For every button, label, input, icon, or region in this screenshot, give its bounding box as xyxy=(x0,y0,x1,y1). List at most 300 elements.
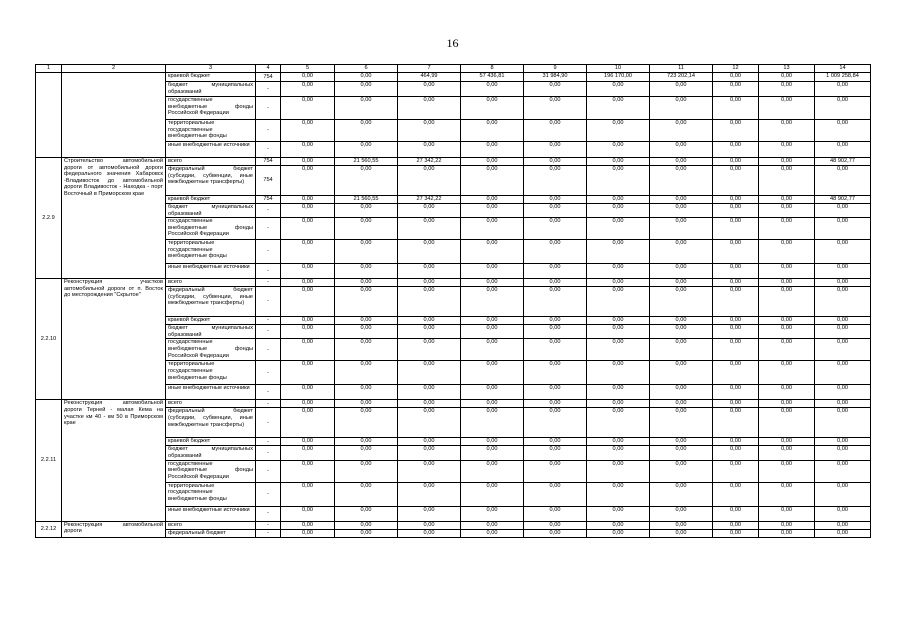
amount-cell: 0,00 xyxy=(398,460,461,482)
amount-cell: 0,00 xyxy=(281,166,335,196)
amount-cell: 0,00 xyxy=(713,279,759,287)
amount-cell: 0,00 xyxy=(815,264,871,279)
amount-cell: 0,00 xyxy=(461,438,524,446)
amount-cell: 0,00 xyxy=(650,279,713,287)
amount-cell: 0,00 xyxy=(650,460,713,482)
amount-cell: 0,00 xyxy=(713,361,759,385)
amount-cell: 0,00 xyxy=(524,196,587,204)
amount-cell: 0,00 xyxy=(650,438,713,446)
amount-cell: 0,00 xyxy=(759,325,815,339)
amount-cell: 0,00 xyxy=(713,142,759,158)
amount-cell: 0,00 xyxy=(587,361,650,385)
amount-cell: 0,00 xyxy=(461,361,524,385)
amount-cell: 0,00 xyxy=(335,120,398,142)
amount-cell: 0,00 xyxy=(587,400,650,408)
amount-cell: 0,00 xyxy=(281,82,335,97)
amount-cell: 0,00 xyxy=(713,120,759,142)
amount-cell: 0,00 xyxy=(713,218,759,240)
funding-source-cell: федеральный бюджет xyxy=(166,529,256,537)
funding-source-cell: государственные внебюджетные фонды Российской Федерации xyxy=(166,339,256,361)
responsible-code-cell: - xyxy=(256,82,281,97)
amount-cell: 0,00 xyxy=(335,279,398,287)
amount-cell: 0,00 xyxy=(398,385,461,400)
amount-cell: 0,00 xyxy=(398,482,461,506)
amount-cell: 0,00 xyxy=(815,482,871,506)
column-number-row xyxy=(36,65,871,73)
amount-cell: 0,00 xyxy=(815,408,871,438)
amount-cell: 0,00 xyxy=(650,97,713,120)
amount-cell: 0,00 xyxy=(713,325,759,339)
amount-cell: 0,00 xyxy=(759,521,815,529)
responsible-code-cell: - xyxy=(256,339,281,361)
amount-cell: 723 202,14 xyxy=(650,73,713,82)
column-number-cell: 6 xyxy=(335,65,398,73)
amount-cell: 0,00 xyxy=(815,529,871,537)
amount-cell: 0,00 xyxy=(759,482,815,506)
amount-cell: 0,00 xyxy=(281,204,335,218)
amount-cell: 1 009 258,84 xyxy=(815,73,871,82)
amount-cell: 0,00 xyxy=(713,264,759,279)
amount-cell: 0,00 xyxy=(713,521,759,529)
amount-cell: 0,00 xyxy=(335,218,398,240)
amount-cell: 0,00 xyxy=(650,317,713,325)
amount-cell: 0,00 xyxy=(759,438,815,446)
amount-cell: 0,00 xyxy=(815,142,871,158)
funding-source-cell: иные внебюджетные источники xyxy=(166,264,256,279)
amount-cell: 0,00 xyxy=(398,325,461,339)
amount-cell: 0,00 xyxy=(335,339,398,361)
amount-cell: 0,00 xyxy=(398,120,461,142)
amount-cell: 0,00 xyxy=(759,279,815,287)
amount-cell: 0,00 xyxy=(524,204,587,218)
amount-cell: 0,00 xyxy=(713,529,759,537)
responsible-code-cell: - xyxy=(256,287,281,317)
funding-source-cell: территориальные государственные внебюджетные фонды xyxy=(166,120,256,142)
amount-cell: 0,00 xyxy=(335,400,398,408)
responsible-code-cell: - xyxy=(256,506,281,521)
amount-cell: 0,00 xyxy=(650,400,713,408)
amount-cell: 0,00 xyxy=(524,325,587,339)
amount-cell: 0,00 xyxy=(587,521,650,529)
amount-cell: 0,00 xyxy=(587,82,650,97)
item-code-cell: 2.2.9 xyxy=(36,158,62,279)
amount-cell: 0,00 xyxy=(587,460,650,482)
amount-cell: 0,00 xyxy=(524,482,587,506)
amount-cell: 0,00 xyxy=(587,287,650,317)
amount-cell: 0,00 xyxy=(650,142,713,158)
amount-cell: 0,00 xyxy=(461,521,524,529)
amount-cell: 0,00 xyxy=(713,438,759,446)
amount-cell: 0,00 xyxy=(524,264,587,279)
funding-source-cell: территориальные государственные внебюджетные фонды xyxy=(166,240,256,264)
amount-cell: 0,00 xyxy=(461,142,524,158)
amount-cell: 0,00 xyxy=(461,339,524,361)
amount-cell: 0,00 xyxy=(524,166,587,196)
amount-cell: 0,00 xyxy=(398,339,461,361)
amount-cell: 0,00 xyxy=(650,339,713,361)
amount-cell: 0,00 xyxy=(398,506,461,521)
amount-cell: 0,00 xyxy=(398,166,461,196)
amount-cell: 0,00 xyxy=(461,325,524,339)
amount-cell: 0,00 xyxy=(713,204,759,218)
amount-cell: 0,00 xyxy=(587,482,650,506)
amount-cell: 0,00 xyxy=(398,408,461,438)
responsible-code-cell: - xyxy=(256,460,281,482)
amount-cell: 0,00 xyxy=(815,339,871,361)
amount-cell: 0,00 xyxy=(461,287,524,317)
amount-cell: 0,00 xyxy=(587,204,650,218)
amount-cell: 0,00 xyxy=(281,521,335,529)
amount-cell: 0,00 xyxy=(650,264,713,279)
amount-cell: 0,00 xyxy=(398,97,461,120)
amount-cell: 0,00 xyxy=(650,287,713,317)
amount-cell: 0,00 xyxy=(650,120,713,142)
amount-cell: 0,00 xyxy=(815,120,871,142)
amount-cell: 0,00 xyxy=(335,97,398,120)
amount-cell: 0,00 xyxy=(335,264,398,279)
amount-cell: 0,00 xyxy=(461,158,524,166)
amount-cell: 0,00 xyxy=(815,218,871,240)
column-number-cell: 4 xyxy=(256,65,281,73)
amount-cell: 0,00 xyxy=(524,82,587,97)
amount-cell: 0,00 xyxy=(524,385,587,400)
amount-cell: 0,00 xyxy=(815,82,871,97)
amount-cell: 0,00 xyxy=(713,166,759,196)
amount-cell: 0,00 xyxy=(398,446,461,460)
amount-cell: 0,00 xyxy=(713,460,759,482)
amount-cell: 0,00 xyxy=(759,408,815,438)
amount-cell: 0,00 xyxy=(815,438,871,446)
amount-cell: 0,00 xyxy=(587,506,650,521)
amount-cell: 0,00 xyxy=(524,218,587,240)
column-number-cell: 2 xyxy=(62,65,166,73)
amount-cell: 0,00 xyxy=(461,385,524,400)
amount-cell: 0,00 xyxy=(281,240,335,264)
amount-cell: 0,00 xyxy=(815,240,871,264)
funding-source-cell: иные внебюджетные источники xyxy=(166,385,256,400)
amount-cell: 0,00 xyxy=(281,97,335,120)
amount-cell: 0,00 xyxy=(281,142,335,158)
responsible-code-cell: - xyxy=(256,529,281,537)
funding-source-cell: государственные внебюджетные фонды Российской Федерации xyxy=(166,460,256,482)
responsible-code-cell: - xyxy=(256,97,281,120)
amount-cell: 0,00 xyxy=(461,97,524,120)
amount-cell: 0,00 xyxy=(587,408,650,438)
amount-cell: 0,00 xyxy=(713,287,759,317)
amount-cell: 0,00 xyxy=(759,73,815,82)
funding-source-cell: краевой бюджет xyxy=(166,317,256,325)
amount-cell: 0,00 xyxy=(650,240,713,264)
amount-cell: 21 560,55 xyxy=(335,196,398,204)
amount-cell: 0,00 xyxy=(524,240,587,264)
funding-source-cell: федеральный бюджет (субсидии, субвенции, иные межбюджетные трансферты) xyxy=(166,408,256,438)
amount-cell: 0,00 xyxy=(815,279,871,287)
amount-cell: 0,00 xyxy=(281,385,335,400)
amount-cell: 0,00 xyxy=(650,521,713,529)
funding-source-cell: федеральный бюджет (субсидии, субвенции, иные межбюджетные трансферты) xyxy=(166,166,256,196)
item-name-cell: Реконструкция автомобильной дороги Терней - малая Кема на участке км 40 - км 50 в Приморском крае xyxy=(62,400,166,521)
column-number-cell: 11 xyxy=(650,65,713,73)
funding-source-cell: территориальные государственные внебюджетные фонды xyxy=(166,482,256,506)
amount-cell: 0,00 xyxy=(587,529,650,537)
amount-cell: 0,00 xyxy=(524,438,587,446)
amount-cell: 0,00 xyxy=(759,446,815,460)
responsible-code-cell: - xyxy=(256,120,281,142)
amount-cell: 0,00 xyxy=(335,240,398,264)
amount-cell: 0,00 xyxy=(650,506,713,521)
amount-cell: 0,00 xyxy=(524,158,587,166)
responsible-code-cell: - xyxy=(256,240,281,264)
responsible-code-cell: - xyxy=(256,408,281,438)
amount-cell: 48 902,77 xyxy=(815,196,871,204)
amount-cell: 0,00 xyxy=(398,82,461,97)
amount-cell: 0,00 xyxy=(461,317,524,325)
amount-cell: 0,00 xyxy=(461,264,524,279)
amount-cell: 0,00 xyxy=(335,166,398,196)
amount-cell: 0,00 xyxy=(650,325,713,339)
amount-cell: 0,00 xyxy=(759,218,815,240)
amount-cell: 0,00 xyxy=(587,158,650,166)
table-row xyxy=(36,521,871,529)
amount-cell: 0,00 xyxy=(281,196,335,204)
amount-cell: 0,00 xyxy=(461,196,524,204)
amount-cell: 0,00 xyxy=(713,482,759,506)
amount-cell: 0,00 xyxy=(759,82,815,97)
amount-cell: 0,00 xyxy=(335,142,398,158)
amount-cell: 0,00 xyxy=(335,361,398,385)
amount-cell: 0,00 xyxy=(759,264,815,279)
amount-cell: 0,00 xyxy=(281,73,335,82)
funding-source-cell: государственные внебюджетные фонды Российской Федерации xyxy=(166,218,256,240)
amount-cell: 0,00 xyxy=(524,529,587,537)
amount-cell: 21 560,55 xyxy=(335,158,398,166)
responsible-code-cell: - xyxy=(256,317,281,325)
column-number-cell: 12 xyxy=(713,65,759,73)
funding-source-cell: всего xyxy=(166,400,256,408)
amount-cell: 0,00 xyxy=(650,158,713,166)
funding-source-cell: государственные внебюджетные фонды Российской Федерации xyxy=(166,97,256,120)
amount-cell: 0,00 xyxy=(759,529,815,537)
amount-cell: 0,00 xyxy=(524,120,587,142)
amount-cell: 0,00 xyxy=(281,317,335,325)
amount-cell: 0,00 xyxy=(335,325,398,339)
item-name-cell: Реконструкция участков автомобильной дороги от п. Восток до месторождения "Скрытое" xyxy=(62,279,166,400)
amount-cell: 0,00 xyxy=(759,240,815,264)
column-number-cell: 9 xyxy=(524,65,587,73)
amount-cell: 0,00 xyxy=(713,400,759,408)
item-code-cell: 2.2.11 xyxy=(36,400,62,521)
amount-cell: 0,00 xyxy=(335,73,398,82)
amount-cell: 0,00 xyxy=(524,506,587,521)
amount-cell: 0,00 xyxy=(587,97,650,120)
responsible-code-cell: - xyxy=(256,218,281,240)
amount-cell: 0,00 xyxy=(587,438,650,446)
amount-cell: 0,00 xyxy=(398,438,461,446)
amount-cell: 0,00 xyxy=(815,506,871,521)
amount-cell: 31 984,90 xyxy=(524,73,587,82)
amount-cell: 0,00 xyxy=(398,204,461,218)
amount-cell: 0,00 xyxy=(398,240,461,264)
amount-cell: 0,00 xyxy=(281,158,335,166)
amount-cell: 0,00 xyxy=(281,400,335,408)
responsible-code-cell: - xyxy=(256,325,281,339)
amount-cell: 0,00 xyxy=(815,97,871,120)
amount-cell: 0,00 xyxy=(335,82,398,97)
amount-cell: 0,00 xyxy=(713,339,759,361)
amount-cell: 0,00 xyxy=(759,158,815,166)
amount-cell: 0,00 xyxy=(759,120,815,142)
amount-cell: 0,00 xyxy=(281,529,335,537)
responsible-code-cell: 754 xyxy=(256,158,281,166)
amount-cell: 0,00 xyxy=(281,460,335,482)
amount-cell: 0,00 xyxy=(815,400,871,408)
amount-cell: 57 436,81 xyxy=(461,73,524,82)
amount-cell: 0,00 xyxy=(713,506,759,521)
item-name-cell: Реконструкция автомобильной дороги xyxy=(62,521,166,537)
responsible-code-cell: - xyxy=(256,446,281,460)
amount-cell: 0,00 xyxy=(587,166,650,196)
amount-cell: 0,00 xyxy=(281,408,335,438)
amount-cell: 0,00 xyxy=(281,264,335,279)
amount-cell: 0,00 xyxy=(587,240,650,264)
amount-cell: 0,00 xyxy=(713,73,759,82)
funding-source-cell: краевой бюджет xyxy=(166,196,256,204)
amount-cell: 0,00 xyxy=(815,460,871,482)
amount-cell: 0,00 xyxy=(461,529,524,537)
amount-cell: 0,00 xyxy=(524,287,587,317)
budget-table xyxy=(35,64,871,538)
amount-cell: 0,00 xyxy=(524,446,587,460)
amount-cell: 0,00 xyxy=(759,204,815,218)
table-body xyxy=(36,65,871,538)
amount-cell: 0,00 xyxy=(650,82,713,97)
column-number-cell: 1 xyxy=(36,65,62,73)
item-code-cell xyxy=(36,73,62,158)
funding-source-cell: бюджет муниципальных образований xyxy=(166,325,256,339)
amount-cell: 0,00 xyxy=(650,166,713,196)
funding-source-cell: всего xyxy=(166,158,256,166)
amount-cell: 0,00 xyxy=(398,279,461,287)
amount-cell: 0,00 xyxy=(524,408,587,438)
column-number-cell: 14 xyxy=(815,65,871,73)
responsible-code-cell: - xyxy=(256,279,281,287)
amount-cell: 0,00 xyxy=(759,385,815,400)
funding-source-cell: иные внебюджетные источники xyxy=(166,506,256,521)
responsible-code-cell: - xyxy=(256,204,281,218)
table-row xyxy=(36,158,871,166)
funding-source-cell: федеральный бюджет (субсидии, субвенции, иные межбюджетные трансферты) xyxy=(166,287,256,317)
amount-cell: 0,00 xyxy=(461,240,524,264)
page-number: 16 xyxy=(446,36,459,50)
amount-cell: 0,00 xyxy=(759,97,815,120)
amount-cell: 0,00 xyxy=(587,218,650,240)
amount-cell: 0,00 xyxy=(524,317,587,325)
amount-cell: 0,00 xyxy=(281,446,335,460)
amount-cell: 196 170,00 xyxy=(587,73,650,82)
amount-cell: 0,00 xyxy=(759,142,815,158)
amount-cell: 0,00 xyxy=(650,482,713,506)
amount-cell: 0,00 xyxy=(650,385,713,400)
amount-cell: 0,00 xyxy=(815,287,871,317)
amount-cell: 0,00 xyxy=(713,446,759,460)
amount-cell: 0,00 xyxy=(587,317,650,325)
table-row xyxy=(36,279,871,287)
amount-cell: 0,00 xyxy=(398,317,461,325)
funding-source-cell: краевой бюджет xyxy=(166,438,256,446)
amount-cell: 0,00 xyxy=(398,361,461,385)
amount-cell: 0,00 xyxy=(398,264,461,279)
amount-cell: 0,00 xyxy=(335,446,398,460)
amount-cell: 0,00 xyxy=(335,482,398,506)
amount-cell: 0,00 xyxy=(815,204,871,218)
amount-cell: 0,00 xyxy=(650,204,713,218)
amount-cell: 0,00 xyxy=(398,142,461,158)
column-number-cell: 13 xyxy=(759,65,815,73)
item-code-cell: 2.2.10 xyxy=(36,279,62,400)
amount-cell: 0,00 xyxy=(759,506,815,521)
amount-cell: 0,00 xyxy=(759,317,815,325)
amount-cell: 48 902,77 xyxy=(815,158,871,166)
amount-cell: 0,00 xyxy=(713,158,759,166)
amount-cell: 0,00 xyxy=(281,339,335,361)
amount-cell: 0,00 xyxy=(759,166,815,196)
amount-cell: 0,00 xyxy=(587,120,650,142)
amount-cell: 0,00 xyxy=(398,529,461,537)
table-row xyxy=(36,73,871,82)
column-number-cell: 10 xyxy=(587,65,650,73)
amount-cell: 0,00 xyxy=(281,506,335,521)
amount-cell: 0,00 xyxy=(713,82,759,97)
amount-cell: 0,00 xyxy=(281,218,335,240)
responsible-code-cell: - xyxy=(256,361,281,385)
amount-cell: 0,00 xyxy=(335,204,398,218)
funding-source-cell: территориальные государственные внебюджетные фонды xyxy=(166,361,256,385)
item-name-cell xyxy=(62,73,166,158)
amount-cell: 0,00 xyxy=(650,529,713,537)
amount-cell: 0,00 xyxy=(713,408,759,438)
amount-cell: 0,00 xyxy=(713,196,759,204)
amount-cell: 0,00 xyxy=(815,317,871,325)
amount-cell: 0,00 xyxy=(713,240,759,264)
amount-cell: 0,00 xyxy=(281,438,335,446)
amount-cell: 0,00 xyxy=(759,361,815,385)
amount-cell: 0,00 xyxy=(524,339,587,361)
responsible-code-cell: - xyxy=(256,482,281,506)
amount-cell: 0,00 xyxy=(281,287,335,317)
amount-cell: 0,00 xyxy=(524,142,587,158)
amount-cell: 0,00 xyxy=(650,218,713,240)
amount-cell: 0,00 xyxy=(815,521,871,529)
amount-cell: 0,00 xyxy=(759,287,815,317)
amount-cell: 0,00 xyxy=(650,196,713,204)
amount-cell: 0,00 xyxy=(335,408,398,438)
funding-source-cell: всего xyxy=(166,521,256,529)
amount-cell: 0,00 xyxy=(461,166,524,196)
column-number-cell: 7 xyxy=(398,65,461,73)
amount-cell: 0,00 xyxy=(281,279,335,287)
amount-cell: 0,00 xyxy=(815,446,871,460)
amount-cell: 0,00 xyxy=(587,196,650,204)
amount-cell: 0,00 xyxy=(461,120,524,142)
amount-cell: 0,00 xyxy=(524,361,587,385)
amount-cell: 0,00 xyxy=(461,460,524,482)
amount-cell: 0,00 xyxy=(335,460,398,482)
amount-cell: 0,00 xyxy=(587,142,650,158)
funding-source-cell: бюджет муниципальных образований xyxy=(166,82,256,97)
amount-cell: 0,00 xyxy=(461,408,524,438)
amount-cell: 0,00 xyxy=(335,385,398,400)
table-row xyxy=(36,400,871,408)
